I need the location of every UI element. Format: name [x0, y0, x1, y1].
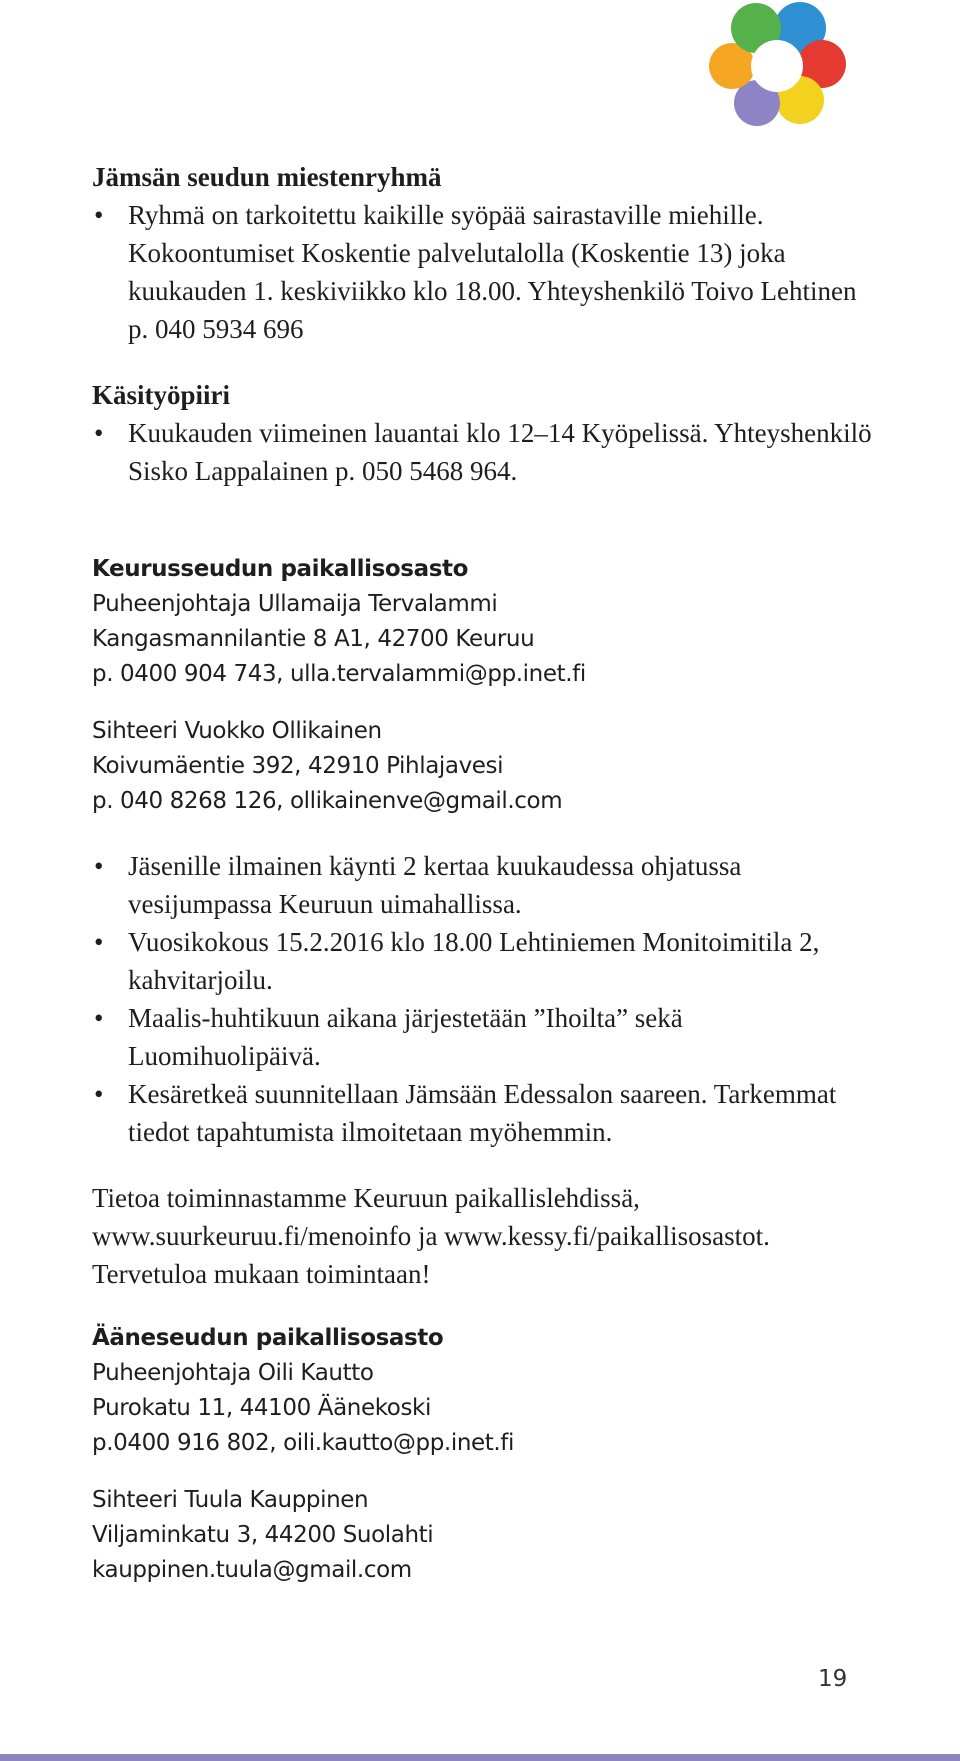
chair-phone-email: p.0400 916 802, oili.kautto@pp.inet.fi [92, 1430, 514, 1456]
list-item: • Kuukauden viimeinen lauantai klo 12–14 Kyöpelissä. Yhteyshenkilö Sisko Lappalainen p. 050 5468 964. [92, 414, 872, 490]
info-welcome: Tervetuloa mukaan toimintaan! [92, 1259, 431, 1289]
chair-contact [92, 1356, 872, 1461]
secretary-email: kauppinen.tuula@gmail.com [92, 1557, 412, 1583]
section-title: Jämsän seudun miestenryhmä [92, 162, 442, 192]
info-line: Tietoa toiminnastamme Keuruun paikallislehdissä, [92, 1183, 640, 1213]
chair-name: Puheenjohtaja Oili Kautto [92, 1360, 374, 1386]
chair-address: Purokatu 11, 44100 Äänekoski [92, 1395, 431, 1421]
list-item: • Ryhmä on tarkoitettu kaikille syöpää sairastaville miehille. Kokoontumiset Koskentie palvelutalolla (Koskentie 13) joka kuukauden 1. keskiviikko klo 18.00. Yhteyshenkilö Toivo Lehtinen p. 040 5934 696 [92, 196, 872, 348]
secretary-contact [92, 714, 872, 819]
chair-phone-email: p. 0400 904 743, ulla.tervalammi@pp.inet.fi [92, 661, 586, 687]
section-title: Ääneseudun paikallisosasto [92, 1325, 444, 1351]
section-jamsa [92, 158, 872, 348]
bullet-list [92, 414, 872, 490]
chair-contact [92, 587, 872, 692]
bottom-border [0, 1754, 960, 1761]
secretary-phone-email: p. 040 8268 126, ollikainenve@gmail.com [92, 788, 563, 814]
secretary-name: Sihteeri Vuokko Ollikainen [92, 718, 382, 744]
list-item: • Kesäretkeä suunnitellaan Jämsään Edessalon saareen. Tarkemmat tiedot tapahtumista ilmoitetaan myöhemmin. [92, 1075, 872, 1151]
secretary-contact [92, 1483, 872, 1588]
list-item: • Jäsenille ilmainen käynti 2 kertaa kuukaudessa ohjatussa vesijumpassa Keuruun uimahallissa. [92, 847, 872, 923]
bullet-list [92, 196, 872, 348]
secretary-address: Viljaminkatu 3, 44200 Suolahti [92, 1522, 434, 1548]
list-item: • Maalis-huhtikuun aikana järjestetään ”Ihoilta” sekä Luomihuolipäivä. [92, 999, 872, 1075]
secretary-name: Sihteeri Tuula Kauppinen [92, 1487, 369, 1513]
section-title: Keurusseudun paikallisosasto [92, 556, 469, 582]
section-aane [92, 1321, 872, 1588]
secretary-address: Koivumäentie 392, 42910 Pihlajavesi [92, 753, 504, 779]
section-title: Käsityöpiiri [92, 380, 231, 410]
section-kasityopiiri [92, 376, 872, 490]
info-paragraph [92, 1179, 872, 1293]
organization-logo [700, 0, 850, 130]
bullet-list [92, 847, 872, 1151]
list-item: • Vuosikokous 15.2.2016 klo 18.00 Lehtiniemen Monitoimitila 2, kahvitarjoilu. [92, 923, 872, 999]
page-content [92, 158, 872, 1588]
logo-ring [709, 2, 846, 126]
chair-address: Kangasmannilantie 8 A1, 42700 Keuruu [92, 626, 535, 652]
page-number: 19 [818, 1666, 848, 1692]
section-keuruu [92, 552, 872, 1293]
info-links: www.suurkeuruu.fi/menoinfo ja www.kessy.fi/paikallisosastot. [92, 1221, 770, 1251]
logo-center [751, 40, 803, 92]
chair-name: Puheenjohtaja Ullamaija Tervalammi [92, 591, 498, 617]
